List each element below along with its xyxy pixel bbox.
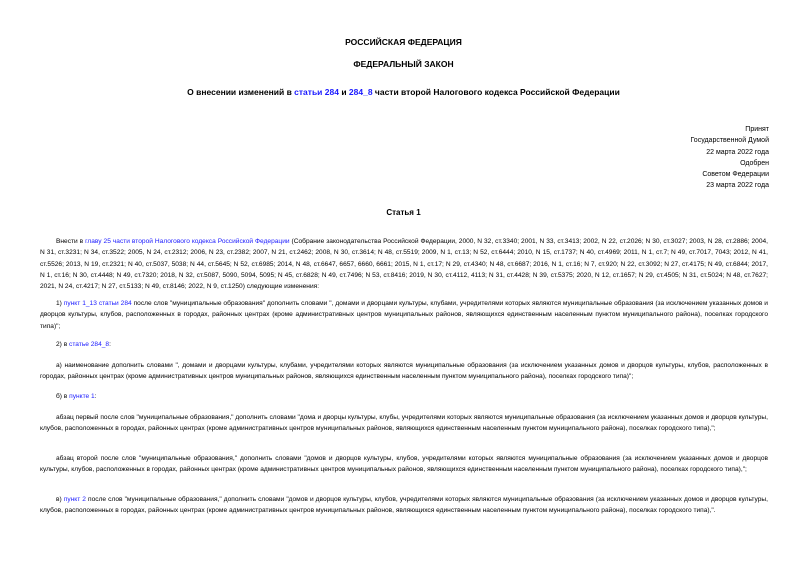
item-2-paragraph	[40, 339, 768, 350]
item-1-post: после слов "муниципальные образования" дополнить словами ", домами и дворцами культуры, клубами, учредителями которых являются муниципальные образования (за исключением указанных домов и дворцов культуры, клубов, расположенных в городах, районных центрах (кроме административных центров муниципальных районов, являющихся единственным населенным пунктом муниципального района), поселках городского типа)";	[40, 300, 768, 330]
item-1-pre: 1)	[56, 300, 64, 307]
intro-pre: Внести в	[56, 238, 86, 245]
law-title	[0, 87, 807, 97]
item-2c-paragraph	[40, 494, 768, 517]
link-chapter-25[interactable]: главу 25 части второй Налогового кодекса Российской Федерации	[85, 238, 290, 245]
item-2-post: :	[109, 341, 111, 348]
link-clause-1-13[interactable]: пункт 1_13 статьи 284	[63, 300, 132, 307]
acceptance-line: 23 марта 2022 года	[706, 182, 769, 190]
acceptance-line: Государственной Думой	[690, 137, 769, 145]
item-2-pre: 2) в	[56, 341, 70, 348]
article-heading: Статья 1	[386, 208, 421, 217]
item-2b-paragraph	[40, 391, 768, 402]
acceptance-line: Советом Федерации	[702, 171, 769, 179]
link-clause-1[interactable]: пункте 1	[69, 393, 95, 400]
article-intro-paragraph	[40, 236, 768, 292]
paragraph-first-abzac: абзац первый после слов "муниципальные образования," дополнить словами "дома и дворцы культуры, клубы, учредителями которых являются муниципальные образования (за исключением указанных домов и дворцов культуры, клубов, расположенных в городах, районных центрах (кроме административных центров муниципальных районов, являющихся единственным населенным пунктом муниципального района), поселках городского типа),";	[40, 414, 768, 433]
item-2b-post: :	[94, 393, 97, 400]
intro-post: (Собрание законодательства Российской Федерации, 2000, N 32, ст.3340; 2001, N 33, ст.3413; 2002, N 22, ст.2026; N 30, ст.3027; 2003, N 28, ст.2886; 2004, N 31, ст.3231; N 34, ст.3522; 2005, N 24, ст.2312; 2006, N 23, ст.2382; 2007, N 21, ст.2462; 2008, N 30, ст.3614; N 48, ст.5519; 2009, N 1, ст.13; N 52, ст.6444; 2010, N 15, ст.1737; N 40, ст.4969; 2011, N 1, ст.7; N 49, ст.7017, 7043; 2012, N 41, ст.5526; 2013, N 19, ст.2321; N 40, ст.5037, 5038; N 44, ст.5645; N 52, ст.6985; 2014, N 48, ст.6647, 6657, 6660, 6661; 2015, N 1, ст.17; N 29, ст.4340; N 48, ст.6687; 2016, N 1, ст.16; N 7, ст.920; N 22, ст.3092; N 27, ст.4175; N 49, ст.6844; 2017, N 1, ст.16; N 30, ст.4448; N 49, ст.7320; 2018, N 32, ст.5087, 5090, 5094, 5095; N 45, ст.6828; N 49, ст.7496; N 53, ст.8416; 2019, N 30, ст.4112, 4113; N 31, ст.4428; N 39, ст.5375; 2020, N 12, ст.1657; N 29, ст.4505; N 31, ст.5024; N 48, ст.7627; 2021, N 24, ст.4217; N 27, ст.5133; N 49, ст.8146; 2022, N 9, ст.1250) следующие изменения:	[40, 238, 768, 291]
title-prefix: О внесении изменений в	[187, 87, 295, 97]
acceptance-line: Принят	[745, 126, 769, 133]
country-heading: РОССИЙСКАЯ ФЕДЕРАЦИЯ	[345, 37, 462, 47]
acceptance-block	[690, 124, 769, 192]
title-mid2: части второй Налогового кодекса Российской Федерации	[372, 87, 620, 97]
link-article-284-8-body[interactable]: статье 284_8	[69, 341, 110, 348]
item-2c-post: после слов "муниципальные образования," дополнить словами "домов и дворцов культуры, клубов, учредителями которых являются муниципальные образования (за исключением указанных домов и дворцов культуры, клубов, расположенных в городах, районных центрах (кроме административных центров муниципальных районов, являющихся единственным населенным пунктом муниципального района), поселках городского типа),".	[40, 496, 768, 515]
link-article-284[interactable]: статьи 284	[294, 87, 339, 97]
title-mid1: и	[338, 87, 349, 97]
item-1-paragraph	[40, 298, 768, 332]
acceptance-line: Одобрен	[740, 159, 769, 167]
law-type-heading: ФЕДЕРАЛЬНЫЙ ЗАКОН	[353, 59, 454, 69]
item-2b-pre: б) в	[56, 393, 70, 400]
paragraph-second-abzac: абзац второй после слов "муниципальные образования," дополнить словами "домов и дворцов культуры, клубов, учредителями которых являются муниципальные образования (за исключением указанных домов и дворцов культуры, клубов, расположенных в городах, районных центрах (кроме административных центров муниципальных районов, являющихся единственным населенным пунктом муниципального района), поселках городского типа),";	[40, 455, 768, 474]
link-clause-2[interactable]: пункт 2	[63, 496, 86, 503]
item-2c-pre: в)	[56, 496, 64, 503]
acceptance-line: 22 марта 2022 года	[706, 148, 769, 156]
item-2a-paragraph: а) наименование дополнить словами ", домами и дворцами культуры, клубами, учредителями которых являются муниципальные образования (за исключением указанных домов и дворцов культуры, клубов, расположенных в городах, районных центрах (кроме административных центров муниципальных районов, являющихся единственным населенным пунктом муниципального района), поселках городского типа)";	[40, 362, 768, 381]
link-article-284-8[interactable]: 284_8	[348, 87, 373, 97]
